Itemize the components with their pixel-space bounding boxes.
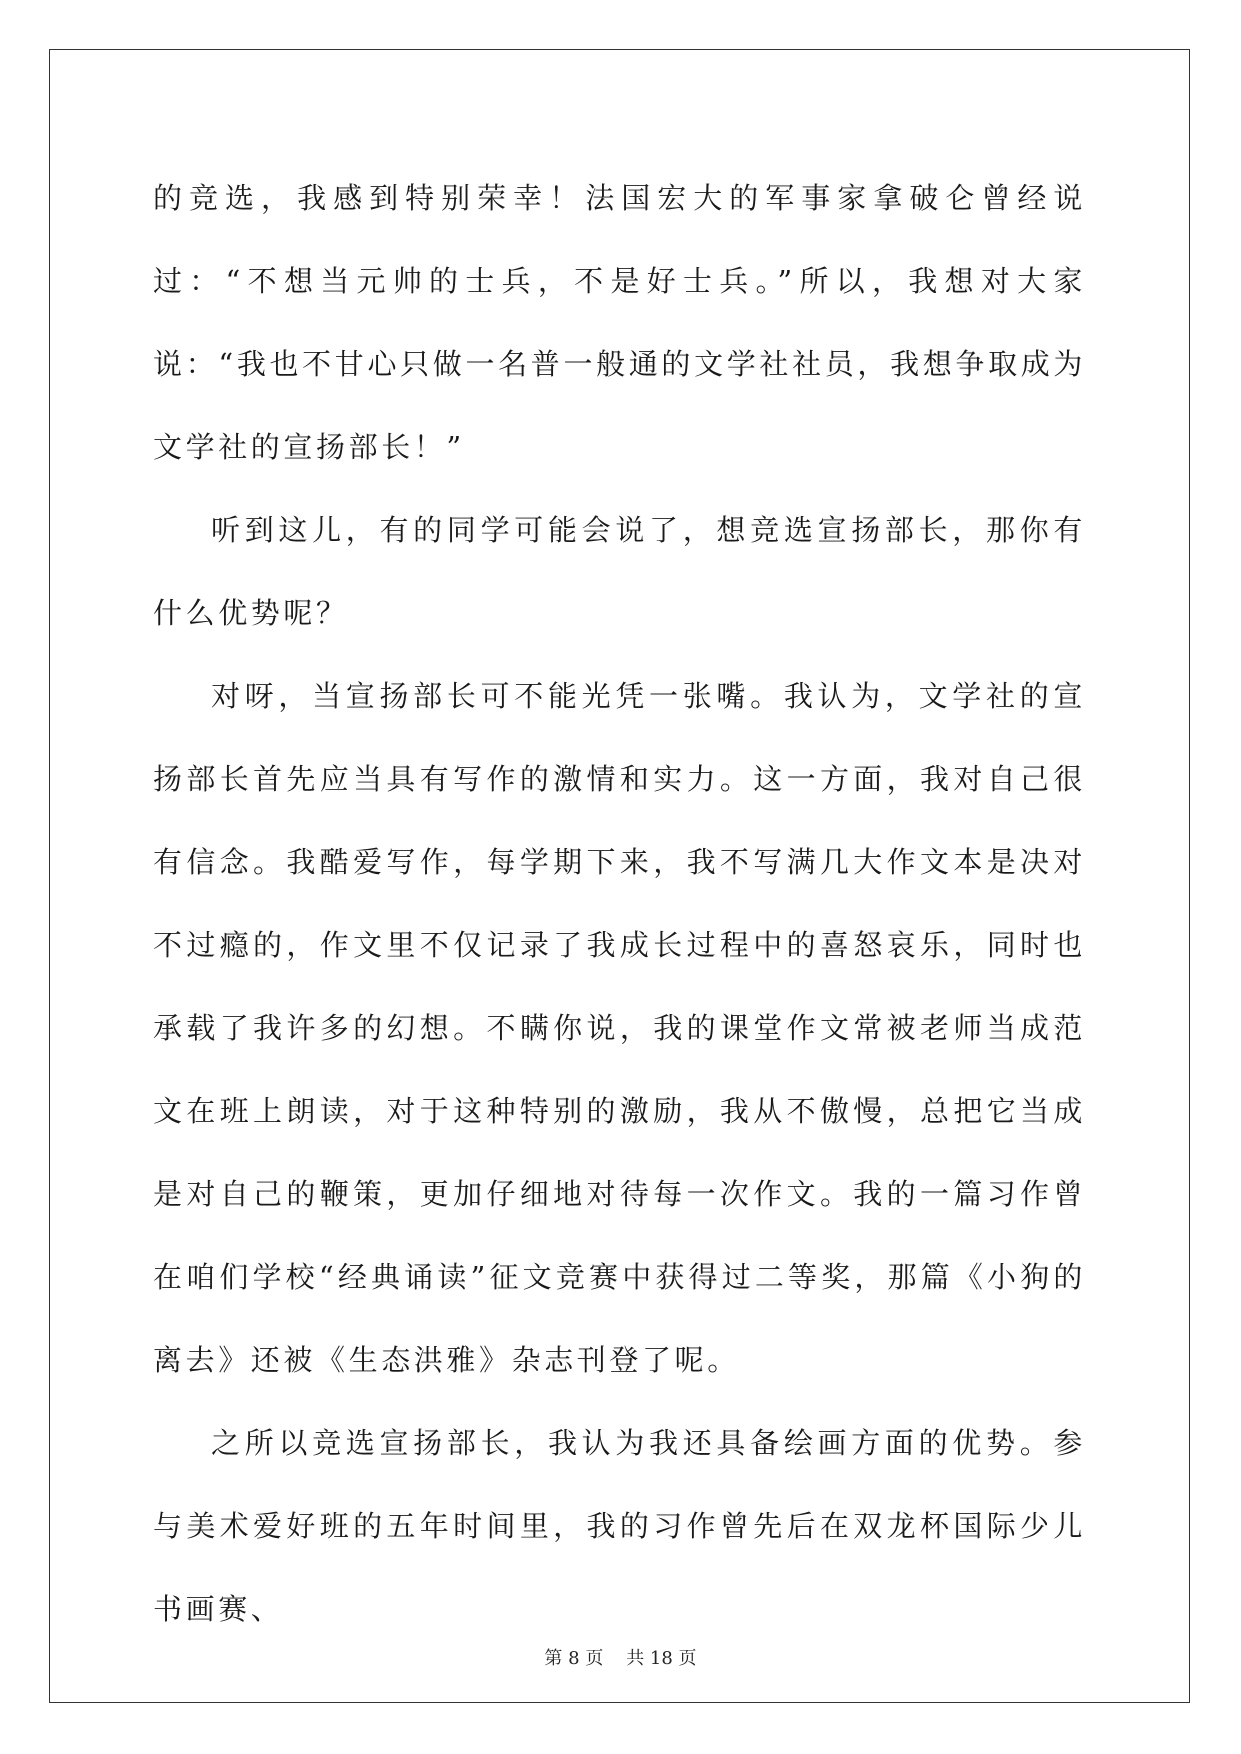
paragraph-3: 对呀，当宣扬部长可不能光凭一张嘴。我认为，文学社的宣扬部长首先应当具有写作的激情和实力。这一方面，我对自己很有信念。我酷爱写作，每学期下来，我不写满几大作文本是决对不过瘾的，作文里不仅记录了我成长过程中的喜怒哀乐，同时也承载了我许多的幻想。不瞒你说，我的课堂作文常被老师当成范文在班上朗读，对于这种特别的激励，我从不傲慢，总把它当成是对自己的鞭策，更加仔细地对待每一次作文。我的一篇习作曾在咱们学校“经典诵读”征文竞赛中获得过二等奖，那篇《小狗的离去》还被《生态洪雅》杂志刊登了呢。 — [153, 679, 1086, 1377]
page-footer — [0, 1647, 1241, 1671]
page-number-label: 第 8 页 共 18 页 — [544, 1648, 697, 1669]
paragraph-1: 的竞选，我感到特别荣幸！法国宏大的军事家拿破仑曾经说过：“不想当元帅的士兵，不是好士兵。”所以，我想对大家说：“我也不甘心只做一名普一般通的文学社社员，我想争取成为文学社的宣扬部长！” — [153, 181, 1086, 464]
paragraph-2: 听到这儿，有的同学可能会说了，想竞选宣扬部长，那你有什么优势呢？ — [153, 513, 1086, 630]
paragraph-4: 之所以竞选宣扬部长，我认为我还具备绘画方面的优势。参与美术爱好班的五年时间里，我的习作曾先后在双龙杯国际少儿书画赛、 — [153, 1426, 1086, 1626]
document-body — [153, 157, 1086, 1651]
